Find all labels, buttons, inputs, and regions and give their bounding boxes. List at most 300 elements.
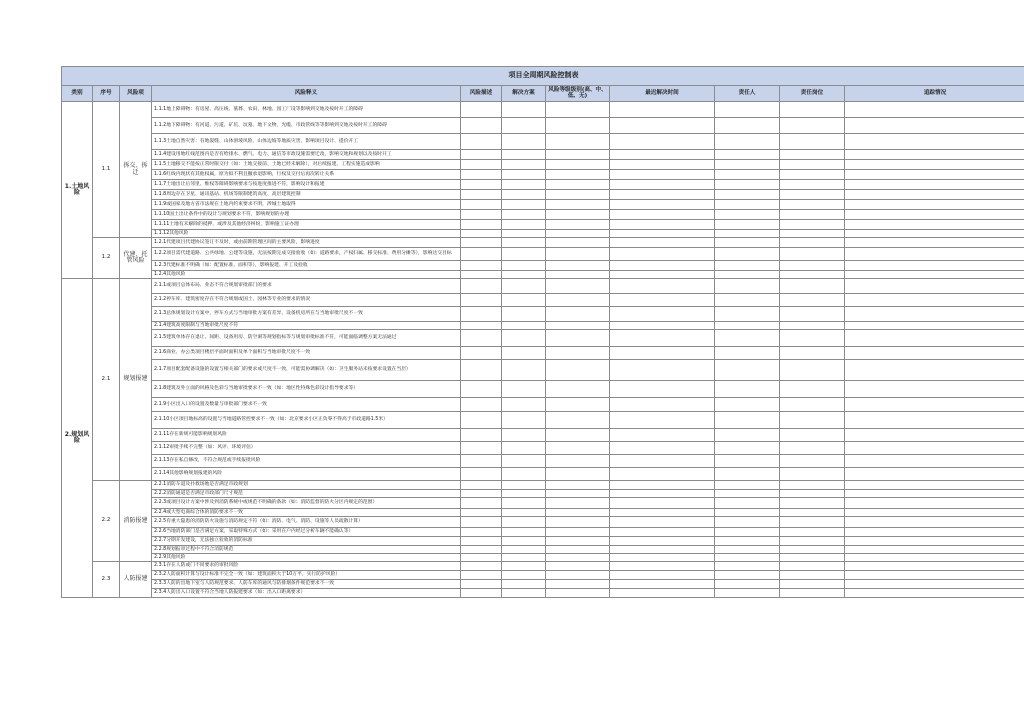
risk-definition-cell[interactable]: 1.2.4其他风险 xyxy=(152,271,461,279)
empty-cell[interactable] xyxy=(502,429,546,442)
empty-cell[interactable] xyxy=(780,468,845,481)
empty-cell[interactable] xyxy=(845,562,1024,571)
empty-cell[interactable] xyxy=(610,589,715,598)
empty-cell[interactable] xyxy=(502,150,546,160)
empty-cell[interactable] xyxy=(780,490,845,498)
empty-cell[interactable] xyxy=(546,589,610,598)
empty-cell[interactable] xyxy=(610,429,715,442)
empty-cell[interactable] xyxy=(610,347,715,360)
empty-cell[interactable] xyxy=(610,468,715,481)
empty-cell[interactable] xyxy=(502,190,546,200)
empty-cell[interactable] xyxy=(461,200,502,210)
empty-cell[interactable] xyxy=(780,498,845,509)
empty-cell[interactable] xyxy=(715,528,780,537)
empty-cell[interactable] xyxy=(780,220,845,230)
empty-cell[interactable] xyxy=(502,248,546,261)
empty-cell[interactable] xyxy=(502,271,546,279)
empty-cell[interactable] xyxy=(461,537,502,546)
empty-cell[interactable] xyxy=(610,134,715,150)
empty-cell[interactable] xyxy=(715,322,780,330)
risk-definition-cell[interactable]: 1.1.5土地移交不能按正常时限交付（如：土地交接前、土地已经未解除），对后续报建、工程实施造成影响 xyxy=(152,160,461,170)
empty-cell[interactable] xyxy=(502,134,546,150)
risk-definition-cell[interactable]: 2.1.1或项目总体布局、业态不符合规划审批部门的要求 xyxy=(152,279,461,294)
risk-definition-cell[interactable]: 1.2.1代建项目代建协议签订不及时，或由前期管理区间的主要风险，影响进度 xyxy=(152,238,461,248)
empty-cell[interactable] xyxy=(461,468,502,481)
empty-cell[interactable] xyxy=(845,134,1024,150)
risk-definition-cell[interactable]: 1.2.2项目需代建道路、公共绿地、公建等设施，无法按期完成交接验收（如：道路要求，产权归属、移交标准、费用分摊等），影响达交目标 xyxy=(152,248,461,261)
empty-cell[interactable] xyxy=(780,455,845,468)
empty-cell[interactable] xyxy=(610,294,715,307)
empty-cell[interactable] xyxy=(546,498,610,509)
empty-cell[interactable] xyxy=(546,170,610,180)
empty-cell[interactable] xyxy=(610,442,715,455)
empty-cell[interactable] xyxy=(845,180,1024,190)
empty-cell[interactable] xyxy=(546,220,610,230)
empty-cell[interactable] xyxy=(845,468,1024,481)
empty-cell[interactable] xyxy=(715,307,780,322)
empty-cell[interactable] xyxy=(546,546,610,554)
risk-definition-cell[interactable]: 1.1.10国土出让条件中的设计与规划要求不符，影响规划的办理 xyxy=(152,210,461,220)
empty-cell[interactable] xyxy=(845,294,1024,307)
empty-cell[interactable] xyxy=(780,554,845,562)
empty-cell[interactable] xyxy=(502,322,546,330)
risk-definition-cell[interactable]: 1.1.9或国家及地方省市法规在土地内约束要求不明，涉城土地取得 xyxy=(152,200,461,210)
empty-cell[interactable] xyxy=(845,442,1024,455)
empty-cell[interactable] xyxy=(715,429,780,442)
empty-cell[interactable] xyxy=(715,160,780,170)
empty-cell[interactable] xyxy=(546,230,610,238)
empty-cell[interactable] xyxy=(780,347,845,360)
risk-definition-cell[interactable]: 2.1.7项目配套配备设施的设置与相关部门的要求或尺度不一致，可能需协调解决（如：卫生服务站未按要求设置在当层） xyxy=(152,360,461,381)
empty-cell[interactable] xyxy=(715,170,780,180)
empty-cell[interactable] xyxy=(461,261,502,271)
risk-definition-cell[interactable]: 1.1.3土地自然灾害：有地裂缝、山体滑坡风险、山体边坡等地质灾害，影响项目设计、提价开工 xyxy=(152,134,461,150)
empty-cell[interactable] xyxy=(715,468,780,481)
empty-cell[interactable] xyxy=(546,294,610,307)
empty-cell[interactable] xyxy=(546,150,610,160)
risk-definition-cell[interactable]: 2.2.9其他风险 xyxy=(152,554,461,562)
empty-cell[interactable] xyxy=(715,498,780,509)
empty-cell[interactable] xyxy=(461,150,502,160)
empty-cell[interactable] xyxy=(715,294,780,307)
risk-definition-cell[interactable]: 1.1.1地上障碍物：有房屋、高压线、墓葬、农田、林地、园工厂设等影响到交地及按时开工的障碍 xyxy=(152,102,461,118)
risk-definition-cell[interactable]: 2.3.4人防出入口设置不符合当地人防报建要求（如：出入口距离要求） xyxy=(152,589,461,598)
empty-cell[interactable] xyxy=(780,134,845,150)
empty-cell[interactable] xyxy=(546,330,610,347)
empty-cell[interactable] xyxy=(845,537,1024,546)
empty-cell[interactable] xyxy=(502,294,546,307)
empty-cell[interactable] xyxy=(502,102,546,118)
empty-cell[interactable] xyxy=(546,562,610,571)
empty-cell[interactable] xyxy=(715,589,780,598)
empty-cell[interactable] xyxy=(845,220,1024,230)
risk-definition-cell[interactable]: 1.1.11土地有未解除的抵押、或涉及其他经济纠纷，影响施工证办理 xyxy=(152,220,461,230)
empty-cell[interactable] xyxy=(715,220,780,230)
empty-cell[interactable] xyxy=(715,546,780,554)
empty-cell[interactable] xyxy=(780,571,845,580)
empty-cell[interactable] xyxy=(610,580,715,589)
empty-cell[interactable] xyxy=(461,589,502,598)
empty-cell[interactable] xyxy=(845,248,1024,261)
empty-cell[interactable] xyxy=(845,429,1024,442)
empty-cell[interactable] xyxy=(780,102,845,118)
empty-cell[interactable] xyxy=(715,261,780,271)
empty-cell[interactable] xyxy=(845,210,1024,220)
empty-cell[interactable] xyxy=(546,398,610,412)
empty-cell[interactable] xyxy=(610,271,715,279)
empty-cell[interactable] xyxy=(461,517,502,528)
empty-cell[interactable] xyxy=(715,381,780,398)
empty-cell[interactable] xyxy=(610,118,715,134)
empty-cell[interactable] xyxy=(845,190,1024,200)
risk-definition-cell[interactable]: 1.1.8周边存在卫星、通讯基站、机场等限制建筑高度、高层建筑控制 xyxy=(152,190,461,200)
empty-cell[interactable] xyxy=(610,546,715,554)
risk-definition-cell[interactable]: 2.1.3总体规划设计方案中，停车方式与当地审批方案有差异，设备机房所在与当地审批尺度不一致 xyxy=(152,307,461,322)
empty-cell[interactable] xyxy=(461,248,502,261)
empty-cell[interactable] xyxy=(610,279,715,294)
empty-cell[interactable] xyxy=(461,230,502,238)
empty-cell[interactable] xyxy=(780,546,845,554)
empty-cell[interactable] xyxy=(546,307,610,322)
empty-cell[interactable] xyxy=(546,180,610,190)
empty-cell[interactable] xyxy=(546,442,610,455)
empty-cell[interactable] xyxy=(715,412,780,429)
empty-cell[interactable] xyxy=(780,261,845,271)
empty-cell[interactable] xyxy=(610,517,715,528)
empty-cell[interactable] xyxy=(461,134,502,150)
empty-cell[interactable] xyxy=(546,118,610,134)
empty-cell[interactable] xyxy=(502,528,546,537)
empty-cell[interactable] xyxy=(546,271,610,279)
empty-cell[interactable] xyxy=(845,412,1024,429)
empty-cell[interactable] xyxy=(715,442,780,455)
empty-cell[interactable] xyxy=(461,546,502,554)
empty-cell[interactable] xyxy=(610,562,715,571)
empty-cell[interactable] xyxy=(715,509,780,517)
empty-cell[interactable] xyxy=(845,279,1024,294)
empty-cell[interactable] xyxy=(502,554,546,562)
empty-cell[interactable] xyxy=(502,498,546,509)
risk-definition-cell[interactable]: 2.1.6商业、办公类项目楼层平面时面积及单个面积与当地审批尺度不一致 xyxy=(152,347,461,360)
empty-cell[interactable] xyxy=(546,537,610,546)
empty-cell[interactable] xyxy=(845,160,1024,170)
empty-cell[interactable] xyxy=(546,200,610,210)
empty-cell[interactable] xyxy=(715,398,780,412)
risk-definition-cell[interactable]: 2.1.12审批手续不完整（如：风评、环境评估） xyxy=(152,442,461,455)
empty-cell[interactable] xyxy=(546,571,610,580)
empty-cell[interactable] xyxy=(546,381,610,398)
empty-cell[interactable] xyxy=(845,517,1024,528)
risk-definition-cell[interactable]: 2.1.13存在私自修改，不符合规范或手续报批风险 xyxy=(152,455,461,468)
empty-cell[interactable] xyxy=(461,330,502,347)
empty-cell[interactable] xyxy=(845,580,1024,589)
risk-definition-cell[interactable]: 2.1.5建筑单体存在退让、间距、设备用房、防空洞等规划指标等与规划审批标准不符，可能面临调整方案无法通过 xyxy=(152,330,461,347)
empty-cell[interactable] xyxy=(502,517,546,528)
risk-definition-cell[interactable]: 2.3.1存在人防或门不同要求的审批风险 xyxy=(152,562,461,571)
empty-cell[interactable] xyxy=(780,589,845,598)
empty-cell[interactable] xyxy=(845,509,1024,517)
empty-cell[interactable] xyxy=(715,118,780,134)
risk-definition-cell[interactable]: 2.1.8建筑及外立面的风格及色彩与当地审批要求不一致（如：地区性特殊色彩设计指导要求等） xyxy=(152,381,461,398)
empty-cell[interactable] xyxy=(461,442,502,455)
empty-cell[interactable] xyxy=(461,509,502,517)
empty-cell[interactable] xyxy=(546,468,610,481)
empty-cell[interactable] xyxy=(610,220,715,230)
empty-cell[interactable] xyxy=(780,330,845,347)
empty-cell[interactable] xyxy=(715,200,780,210)
empty-cell[interactable] xyxy=(546,580,610,589)
empty-cell[interactable] xyxy=(845,528,1024,537)
risk-definition-cell[interactable]: 2.2.4或大型电商综合体的消防要求不一致 xyxy=(152,509,461,517)
empty-cell[interactable] xyxy=(845,200,1024,210)
empty-cell[interactable] xyxy=(546,360,610,381)
empty-cell[interactable] xyxy=(845,381,1024,398)
empty-cell[interactable] xyxy=(715,481,780,490)
empty-cell[interactable] xyxy=(461,102,502,118)
empty-cell[interactable] xyxy=(546,160,610,170)
empty-cell[interactable] xyxy=(546,429,610,442)
empty-cell[interactable] xyxy=(780,180,845,190)
empty-cell[interactable] xyxy=(780,238,845,248)
empty-cell[interactable] xyxy=(780,248,845,261)
empty-cell[interactable] xyxy=(502,537,546,546)
risk-definition-cell[interactable]: 1.1.7土地出让后邻里、维权等障碍影响要求与按进度推进不符，影响设计和报建 xyxy=(152,180,461,190)
empty-cell[interactable] xyxy=(780,481,845,490)
empty-cell[interactable] xyxy=(502,490,546,498)
empty-cell[interactable] xyxy=(845,589,1024,598)
empty-cell[interactable] xyxy=(546,528,610,537)
empty-cell[interactable] xyxy=(780,517,845,528)
empty-cell[interactable] xyxy=(610,537,715,546)
empty-cell[interactable] xyxy=(715,248,780,261)
empty-cell[interactable] xyxy=(780,580,845,589)
empty-cell[interactable] xyxy=(502,580,546,589)
empty-cell[interactable] xyxy=(461,180,502,190)
empty-cell[interactable] xyxy=(715,554,780,562)
empty-cell[interactable] xyxy=(845,330,1024,347)
empty-cell[interactable] xyxy=(610,360,715,381)
risk-definition-cell[interactable]: 2.1.2停车库、建筑密度存在不符合规划或国土、园林等专业的要求的情况 xyxy=(152,294,461,307)
empty-cell[interactable] xyxy=(610,261,715,271)
empty-cell[interactable] xyxy=(845,498,1024,509)
empty-cell[interactable] xyxy=(546,481,610,490)
empty-cell[interactable] xyxy=(546,509,610,517)
empty-cell[interactable] xyxy=(610,210,715,220)
empty-cell[interactable] xyxy=(461,528,502,537)
empty-cell[interactable] xyxy=(780,294,845,307)
empty-cell[interactable] xyxy=(845,481,1024,490)
empty-cell[interactable] xyxy=(610,554,715,562)
empty-cell[interactable] xyxy=(845,398,1024,412)
empty-cell[interactable] xyxy=(461,429,502,442)
empty-cell[interactable] xyxy=(780,398,845,412)
empty-cell[interactable] xyxy=(610,412,715,429)
empty-cell[interactable] xyxy=(502,589,546,598)
empty-cell[interactable] xyxy=(546,347,610,360)
risk-definition-cell[interactable]: 1.1.6红线内现状有其他权属，原为拟不利且撤承退影响，行权及交付后再次转让关系 xyxy=(152,170,461,180)
empty-cell[interactable] xyxy=(715,134,780,150)
empty-cell[interactable] xyxy=(780,160,845,170)
empty-cell[interactable] xyxy=(461,580,502,589)
empty-cell[interactable] xyxy=(502,468,546,481)
empty-cell[interactable] xyxy=(780,210,845,220)
risk-definition-cell[interactable]: 2.3.2人防面积计算与设计标准不完全一致（如：建筑面积大于10万平，实行防护风险） xyxy=(152,571,461,580)
empty-cell[interactable] xyxy=(715,360,780,381)
empty-cell[interactable] xyxy=(845,571,1024,580)
risk-definition-cell[interactable]: 1.1.4建设用地红线范围内是否有给排水、燃气、电力、通信等市政设施需要迁改，影响交地和规划以及按时开工 xyxy=(152,150,461,160)
empty-cell[interactable] xyxy=(610,509,715,517)
empty-cell[interactable] xyxy=(461,398,502,412)
empty-cell[interactable] xyxy=(502,238,546,248)
empty-cell[interactable] xyxy=(461,562,502,571)
empty-cell[interactable] xyxy=(715,150,780,160)
empty-cell[interactable] xyxy=(546,412,610,429)
empty-cell[interactable] xyxy=(780,360,845,381)
empty-cell[interactable] xyxy=(461,381,502,398)
empty-cell[interactable] xyxy=(610,190,715,200)
empty-cell[interactable] xyxy=(546,279,610,294)
empty-cell[interactable] xyxy=(610,571,715,580)
empty-cell[interactable] xyxy=(610,248,715,261)
empty-cell[interactable] xyxy=(502,200,546,210)
empty-cell[interactable] xyxy=(546,261,610,271)
empty-cell[interactable] xyxy=(461,271,502,279)
empty-cell[interactable] xyxy=(461,279,502,294)
empty-cell[interactable] xyxy=(610,330,715,347)
empty-cell[interactable] xyxy=(502,330,546,347)
empty-cell[interactable] xyxy=(502,307,546,322)
empty-cell[interactable] xyxy=(845,170,1024,180)
empty-cell[interactable] xyxy=(461,294,502,307)
empty-cell[interactable] xyxy=(715,580,780,589)
empty-cell[interactable] xyxy=(461,490,502,498)
empty-cell[interactable] xyxy=(546,190,610,200)
empty-cell[interactable] xyxy=(845,546,1024,554)
empty-cell[interactable] xyxy=(610,322,715,330)
empty-cell[interactable] xyxy=(461,238,502,248)
empty-cell[interactable] xyxy=(715,190,780,200)
empty-cell[interactable] xyxy=(845,102,1024,118)
empty-cell[interactable] xyxy=(845,322,1024,330)
empty-cell[interactable] xyxy=(502,562,546,571)
empty-cell[interactable] xyxy=(461,322,502,330)
empty-cell[interactable] xyxy=(715,180,780,190)
empty-cell[interactable] xyxy=(780,442,845,455)
empty-cell[interactable] xyxy=(845,271,1024,279)
empty-cell[interactable] xyxy=(715,490,780,498)
empty-cell[interactable] xyxy=(610,455,715,468)
empty-cell[interactable] xyxy=(610,160,715,170)
risk-definition-cell[interactable]: 2.3.3人防的出地下室与人防规范要求、人防车库的通风与防排烟条件规范要求不一致 xyxy=(152,580,461,589)
empty-cell[interactable] xyxy=(715,210,780,220)
empty-cell[interactable] xyxy=(610,150,715,160)
empty-cell[interactable] xyxy=(546,554,610,562)
empty-cell[interactable] xyxy=(715,537,780,546)
empty-cell[interactable] xyxy=(780,322,845,330)
empty-cell[interactable] xyxy=(715,571,780,580)
empty-cell[interactable] xyxy=(780,271,845,279)
risk-definition-cell[interactable]: 2.1.14其他影响规划报建的风险 xyxy=(152,468,461,481)
empty-cell[interactable] xyxy=(461,170,502,180)
empty-cell[interactable] xyxy=(502,347,546,360)
empty-cell[interactable] xyxy=(715,279,780,294)
empty-cell[interactable] xyxy=(461,554,502,562)
empty-cell[interactable] xyxy=(502,210,546,220)
empty-cell[interactable] xyxy=(715,238,780,248)
empty-cell[interactable] xyxy=(502,160,546,170)
risk-definition-cell[interactable]: 2.1.4建筑高度限制与当地审批尺度不符 xyxy=(152,322,461,330)
empty-cell[interactable] xyxy=(546,455,610,468)
empty-cell[interactable] xyxy=(780,170,845,180)
empty-cell[interactable] xyxy=(715,271,780,279)
empty-cell[interactable] xyxy=(845,554,1024,562)
empty-cell[interactable] xyxy=(502,546,546,554)
empty-cell[interactable] xyxy=(780,230,845,238)
empty-cell[interactable] xyxy=(845,455,1024,468)
empty-cell[interactable] xyxy=(502,442,546,455)
risk-definition-cell[interactable]: 1.1.2地下障碍物：有河道、污道、矿坑、坟墓、地下文物、光缆、市政管线等等影响到交地及按时开工的障碍 xyxy=(152,118,461,134)
empty-cell[interactable] xyxy=(502,571,546,580)
empty-cell[interactable] xyxy=(780,381,845,398)
empty-cell[interactable] xyxy=(610,200,715,210)
risk-definition-cell[interactable]: 2.2.2消防通道是否满足市政部门尺寸规范 xyxy=(152,490,461,498)
empty-cell[interactable] xyxy=(502,180,546,190)
empty-cell[interactable] xyxy=(610,398,715,412)
empty-cell[interactable] xyxy=(502,261,546,271)
empty-cell[interactable] xyxy=(502,279,546,294)
empty-cell[interactable] xyxy=(502,381,546,398)
empty-cell[interactable] xyxy=(461,118,502,134)
empty-cell[interactable] xyxy=(461,160,502,170)
empty-cell[interactable] xyxy=(546,210,610,220)
empty-cell[interactable] xyxy=(546,248,610,261)
empty-cell[interactable] xyxy=(780,562,845,571)
empty-cell[interactable] xyxy=(780,279,845,294)
empty-cell[interactable] xyxy=(845,150,1024,160)
risk-definition-cell[interactable]: 2.1.10小区项目地标高的设置与当地道路管控要求不一致（如：北京要求小区正负零不得高于市政道路1.5米） xyxy=(152,412,461,429)
empty-cell[interactable] xyxy=(715,455,780,468)
risk-definition-cell[interactable]: 2.1.9小区出入口的设置及数量与审批部门要求不一致 xyxy=(152,398,461,412)
empty-cell[interactable] xyxy=(461,347,502,360)
risk-definition-cell[interactable]: 2.2.1消防车道及扑救场地是否满足市政规划 xyxy=(152,481,461,490)
empty-cell[interactable] xyxy=(546,102,610,118)
empty-cell[interactable] xyxy=(502,509,546,517)
empty-cell[interactable] xyxy=(546,134,610,150)
empty-cell[interactable] xyxy=(461,220,502,230)
empty-cell[interactable] xyxy=(610,307,715,322)
empty-cell[interactable] xyxy=(715,230,780,238)
empty-cell[interactable] xyxy=(780,537,845,546)
empty-cell[interactable] xyxy=(845,307,1024,322)
empty-cell[interactable] xyxy=(845,490,1024,498)
risk-definition-cell[interactable]: 1.2.3代建标准不明确（如：配置标准、面积等），影响报建、开工及验收 xyxy=(152,261,461,271)
empty-cell[interactable] xyxy=(845,347,1024,360)
risk-definition-cell[interactable]: 1.1.12其他风险 xyxy=(152,230,461,238)
empty-cell[interactable] xyxy=(780,429,845,442)
risk-definition-cell[interactable]: 2.2.8规划报审过程中不符合消防规范 xyxy=(152,546,461,554)
risk-definition-cell[interactable]: 2.2.7分期开发建设，无法独立验收的消防标准 xyxy=(152,537,461,546)
empty-cell[interactable] xyxy=(780,509,845,517)
empty-cell[interactable] xyxy=(610,528,715,537)
empty-cell[interactable] xyxy=(461,307,502,322)
empty-cell[interactable] xyxy=(610,102,715,118)
empty-cell[interactable] xyxy=(461,210,502,220)
empty-cell[interactable] xyxy=(502,412,546,429)
empty-cell[interactable] xyxy=(845,238,1024,248)
risk-definition-cell[interactable]: 2.2.3或项目设计方案中涉及到消防系统中或规范不明确的条款（如：消防监督的防火分区内规定的范围） xyxy=(152,498,461,509)
empty-cell[interactable] xyxy=(780,200,845,210)
empty-cell[interactable] xyxy=(610,170,715,180)
